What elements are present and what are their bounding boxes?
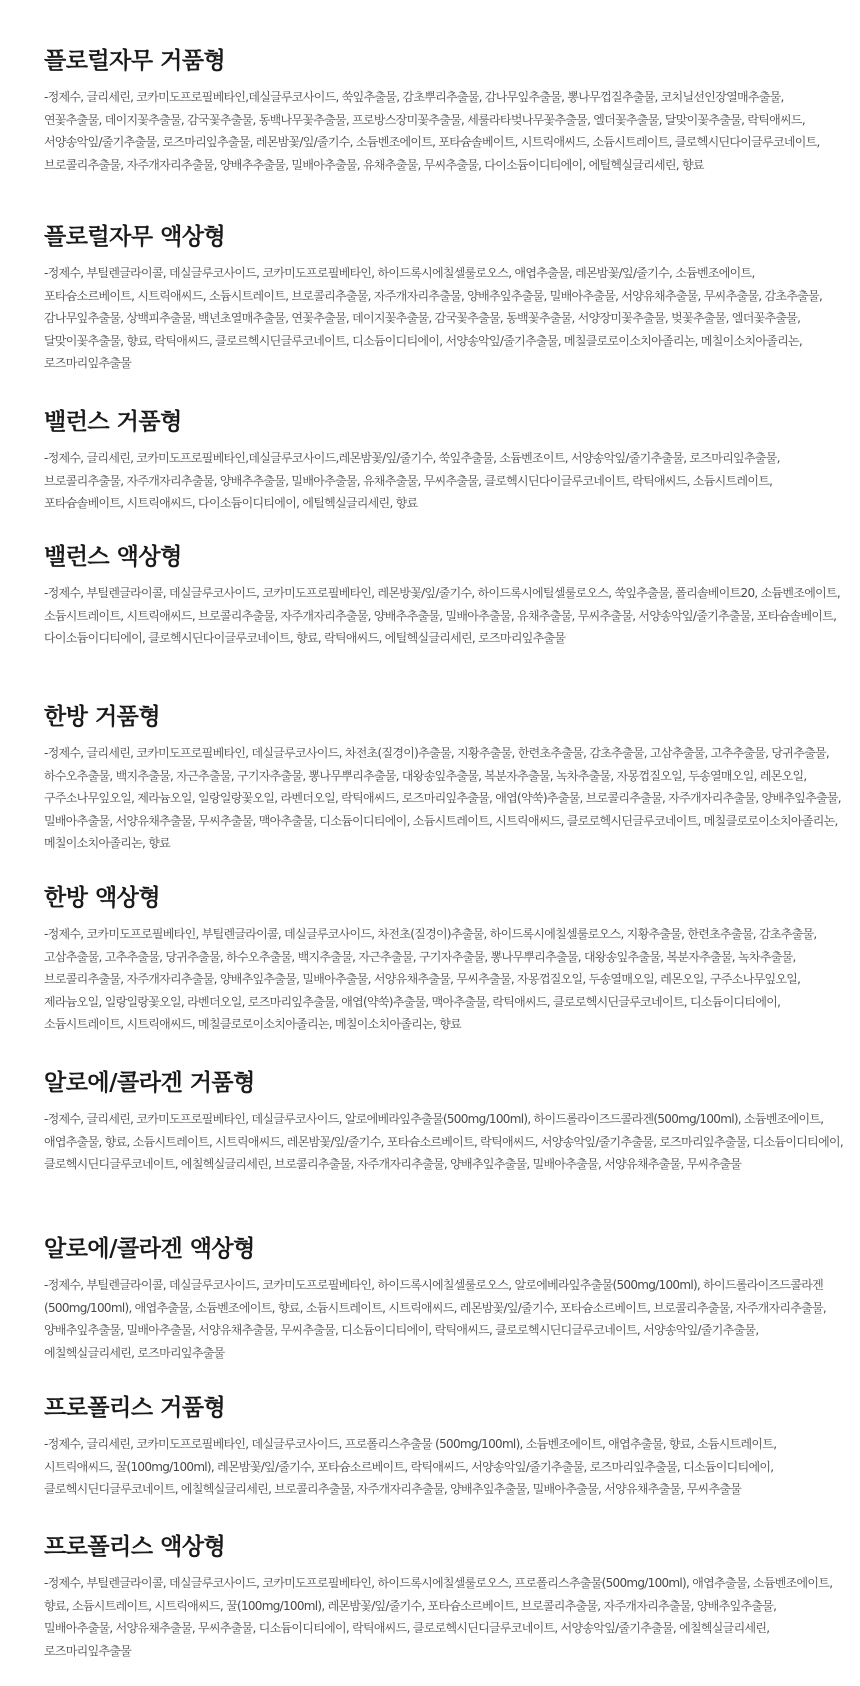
ingredient-list: -정제수, 부틸렌글라이콜, 데실글루코사이드, 코카미도프로필베타인, 하이드록시에칠셀룰로오스, 알로에베라잎추출물(500mg/100ml), 하이드롤라이즈드콜라겐(500mg/100ml), 애엽추출물, 소듐벤조에이트, 향료, 소듐시트레이트, 시트릭애씨드, 레몬밤꽃/잎/줄기수, 포타슘소르베이트, 브로콜리추출물, 자주개자리추출물, 양배추잎추출물, 밀배아추출물, 서양유채추출물, 무씨추출물, 디소듐이디티에이, 락틱애씨드, 클로로헥시딘디글루코네이트, 서양송악잎/줄기추출물, 에칠헥실글리세린, 로즈마리잎추출물 xyxy=(44,1278,827,1360)
ingredient-list: -정제수, 부틸렌글라이콜, 데실글루코사이드, 코카미도프로필베타인, 하이드록시에칠셀룰로오스, 프로폴리스추출물(500mg/100ml), 애엽추출물, 소듐벤조에이트, 향료, 소듐시트레이트, 시트릭애씨드, 꿀(100mg/100ml), 레몬밤꽃/잎/줄기수, 포타슘소르베이트, 브로콜리추출물, 자주개자리추출물, 양배추잎추출물, 밀배아추출물, 서양유채추출물, 무씨추출물, 디소듐이디티에이, 락틱애씨드, 클로로헥시딘디글루코네이트, 서양송악잎/줄기추출물, 에칠헥실글리세린, 로즈마리잎추출물 xyxy=(44,1576,833,1658)
product-title: 밸런스 액상형 xyxy=(44,544,182,570)
product-title: 알로에/콜라겐 액상형 xyxy=(44,1236,255,1262)
product-title: 한방 거품형 xyxy=(44,704,161,730)
product-title: 밸런스 거품형 xyxy=(44,409,182,435)
product-section-balance-liquid xyxy=(44,542,844,650)
product-title: 플로럴자무 거품형 xyxy=(44,48,226,74)
product-section-aloe-collagen-foam xyxy=(44,1068,844,1176)
product-section-herbal-foam xyxy=(44,702,844,855)
product-section-balance-foam xyxy=(44,407,844,515)
ingredient-list: -정제수, 코카미도프로필베타인, 부틸렌글라이콜, 데실글루코사이드, 차전초(질경이)추출물, 하이드록시에칠셀룰로오스, 지황추출물, 한련초추출물, 감초추출물, 고삼추출물, 고추추출물, 당귀추출물, 하수오추출물, 백지추출물, 자근추출물, 구기자추출물, 뽕나무뿌리추출물, 대왕송잎추출물, 복분자추출물, 녹차추출물, 브로콜리추출물, 자주개자리추출물, 양배추잎추출물, 밀배아추출물, 서양유채추출물, 무씨추출물, 자몽껍질오일, 두송열매오일, 레몬오일, 구주소나무잎오일, 제라늄오일, 일랑일랑꽃오일, 라벤더오일, 로즈마리잎추출물, 애엽(약쑥)추출물, 맥아추출물, 락틱애씨드, 클로로헥시딘글루코네이트, 디소듐이디티에이, 소듐시트레이트, 시트릭애씨드, 메칠클로로이소치아졸리논, 메칠이소치아졸리논, 향료 xyxy=(44,927,817,1031)
ingredient-list: -정제수, 글리세린, 코카미도프로필베타인, 데실글루코사이드, 알로에베라잎추출물(500mg/100ml), 하이드롤라이즈드콜라겐(500mg/100ml), 소듐벤조에이트, 애엽추출물, 향료, 소듐시트레이트, 시트릭애씨드, 레몬밤꽃/잎/줄기수, 포타슘소르베이트, 락틱애씨드, 서양송악잎/줄기추출물, 로즈마리잎추출물, 디소듐이디티에이, 클로헥시딘디글루코네이트, 에칠헥실글리세린, 브로콜리추출물, 자주개자리추출물, 양배추잎추출물, 밀배아추출물, 서양유채추출물, 무씨추출물 xyxy=(44,1112,843,1171)
product-title: 프로폴리스 액상형 xyxy=(44,1534,226,1560)
ingredient-list: -정제수, 글리세린, 코카미도프로필베타인, 데실글루코사이드, 차전초(질경이)추출물, 지황추출물, 한련초추출물, 감초추출물, 고삼추출물, 고추추출물, 당귀추출물, 하수오추출물, 백지추출물, 자근추출물, 구기자추출물, 뽕나무뿌리추출물, 대왕송잎추출물, 복분자추출물, 녹차추출물, 자몽껍질오일, 두송열매오일, 레몬오일, 구주소나무잎오일, 제라늄오일, 일랑일랑꽃오일, 라벤더오일, 락틱애씨드, 로즈마리잎추출물, 애엽(약쑥)추출물, 브로콜리추출물, 자주개자리추출물, 양배추잎추출물, 밀배아추출물, 서양유채추출물, 무씨추출물, 맥아추출물, 디소듐이디티에이, 소듐시트레이트, 시트릭애씨드, 클로로헥시딘글루코네이트, 메칠클로로이소치아졸리논, 메칠이소치아졸리논, 향료 xyxy=(44,746,841,850)
product-section-floral-foam xyxy=(44,46,844,176)
ingredient-list: -정제수, 글리세린, 코카미도프로필베타인,데실글루코사이드, 쑥잎추출물, 감초뿌리추출물, 감나무잎추출물, 뽕나무껍질추출물, 코치닐선인장열매추출물, 연꽃추출물, 데이지꽃추출물, 감국꽃추출물, 동백나무꽃추출물, 프로방스장미꽃추출물, 세룰라타벚나무꽃추출물, 엘더꽃추출물, 달맞이꽃추출물, 락틱애씨드, 서양송악잎/줄기추출물, 로즈마리잎추출물, 레몬밤꽃/잎/줄기수, 소듐벤조에이트, 포타슘솔베이트, 시트릭애씨드, 소듐시트레이트, 클로헥시딘다이글루코네이트, 브로콜리추출물, 자주개자리추출물, 양배추추출물, 밀배아추출물, 유채추출물, 무씨추출물, 다이소듐이디티에이, 에틸헥실글리세린, 향료 xyxy=(44,90,820,172)
product-section-propolis-foam xyxy=(44,1393,844,1501)
ingredient-list: -정제수, 부틸렌글라이콜, 데실글루코사이드, 코카미도프로필베타인, 하이드록시에칠셀룰로오스, 애엽추출물, 레몬밤꽃/잎/줄기수, 소듐벤조에이트, 포타슘소르베이트, 시트릭애씨드, 소듐시트레이트, 브로콜리추출물, 자주개자리추출물, 양배추잎추출물, 밀배아추출물, 서양유채추출물, 무씨추출물, 감초추출물, 감나무잎추출물, 상백피추출물, 백년초열매추출물, 연꽃추출물, 데이지꽃추출물, 감국꽃추출물, 동백꽃추출물, 서양장미꽃추출물, 벚꽃추출물, 엘더꽃추출물, 달맞이꽃추출물, 향료, 락틱애씨드, 클로르헥시딘글루코네이트, 디소듐이디티에이, 서양송악잎/줄기추출물, 메칠클로로이소치아졸리논, 메칠이소치아졸리논, 로즈마리잎추출물 xyxy=(44,266,823,370)
product-title: 알로에/콜라겐 거품형 xyxy=(44,1070,255,1096)
product-section-herbal-liquid xyxy=(44,883,844,1036)
product-section-propolis-liquid xyxy=(44,1532,844,1662)
product-title: 한방 액상형 xyxy=(44,885,161,911)
ingredient-list: -정제수, 부틸렌글라이콜, 데실글루코사이드, 코카미도프로필베타인, 레몬방꽃/잎/줄기수, 하이드록시에틸셀룰로오스, 쑥잎추출물, 폴리솔베이트20, 소듐벤조에이트, 소듐시트레이트, 시트릭애씨드, 브로콜리추출물, 자주개자리추출물, 양배추추출물, 밀배아추출물, 유채추출물, 무씨추출물, 서양송악잎/줄기추출물, 포타슘솔베이트, 다이소듐이디티에이, 클로헥시딘다이글루코네이트, 향료, 락틱애씨드, 에틸헥실글리세린, 로즈마리잎추출물 xyxy=(44,586,841,645)
ingredient-list: -정제수, 글리세린, 코카미도프로필베타인,데실글루코사이드,레몬밤꽃/잎/줄기수, 쑥잎추출물, 소듐벤조이트, 서양송악잎/줄기추출물, 로즈마리잎추출물, 브로콜리추출물, 자주개자리추출물, 양배추추출물, 밀배아추출물, 유채추출물, 무씨추출물, 클로헥시딘다이글루코네이트, 락틱애씨드, 소듐시트레이트, 포타슘솔베이트, 시트릭애씨드, 다이소듐이디티에이, 에틸헥실글리세린, 향료 xyxy=(44,451,780,510)
product-title: 프로폴리스 거품형 xyxy=(44,1395,226,1421)
product-title: 플로럴자무 액상형 xyxy=(44,224,226,250)
product-section-floral-liquid xyxy=(44,222,844,375)
ingredient-list: -정제수, 글리세린, 코카미도프로필베타인, 데실글루코사이드, 프로폴리스추출물 (500mg/100ml), 소듐벤조에이트, 애엽추출물, 향료, 소듐시트레이트, 시트릭애씨드, 꿀(100mg/100ml), 레몬밤꽃/잎/줄기수, 포타슘소르베이트, 락틱애씨드, 서양송악잎/줄기추출물, 로즈마리잎추출물, 디소듐이디티에이, 클로헥시딘디글루코네이트, 에칠헥실글리세린, 브로콜리추출물, 자주개자리추출물, 양배추잎추출물, 밀배아추출물, 서양유채추출물, 무씨추출물 xyxy=(44,1437,777,1496)
product-section-aloe-collagen-liquid xyxy=(44,1234,844,1364)
